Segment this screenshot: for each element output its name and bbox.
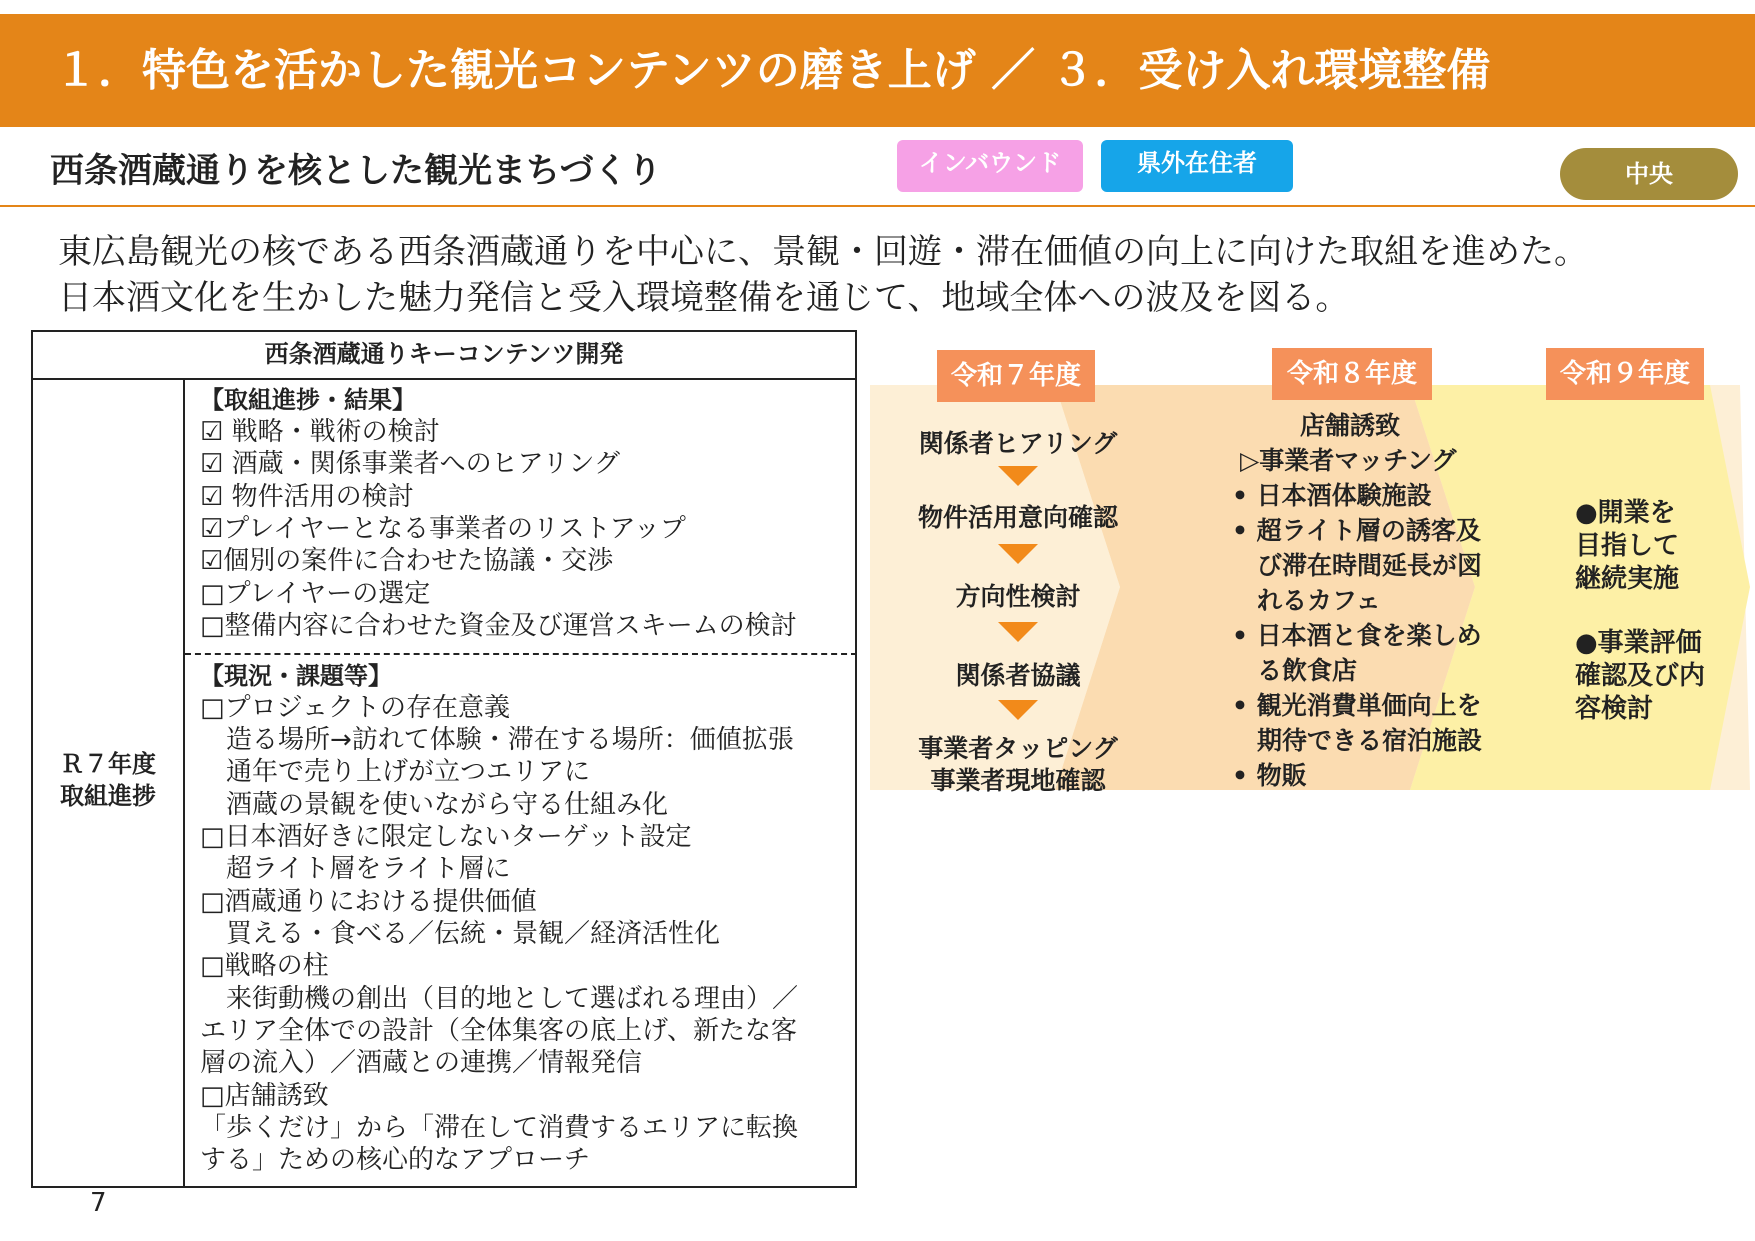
r8-line: 期待できる宿泊施設 [1232,726,1483,755]
year-tab-r9: 令和９年度 [1546,348,1704,400]
arrow-down-icon [998,544,1038,564]
r8-line: • 超ライト層の誘客及 [1232,516,1481,545]
r7-step: 事業者タッピング [918,734,1118,763]
issues-heading: 【現況・課題等】 [200,662,392,690]
r8-line: る飲食店 [1232,656,1358,685]
r8-line: • 日本酒体験施設 [1232,481,1432,510]
r8-line: び滞在時間延長が図 [1232,551,1483,580]
table-column-divider [183,378,185,1188]
arrow-down-icon [998,622,1038,642]
r8-line: 店舗誘致 [1300,411,1401,440]
section-title: 西条酒蔵通りを核とした観光まちづくり [50,151,662,191]
r9-line: 容検討 [1575,694,1654,724]
tag-outside-residents: 県外在住者 [1101,140,1293,192]
issues-line: 「歩くだけ」から「滞在して消費するエリアに転換 [200,1113,799,1143]
issues-line: 通年で売り上げが立つエリアに [200,757,591,787]
r7-step: 関係者協議 [955,661,1081,690]
issues-line: 酒蔵の景観を使いながら守る仕組み化 [200,790,669,820]
arrow-down-icon [998,700,1038,720]
r9-line: ●事業評価 [1575,628,1702,658]
progress-item: ☑プレイヤーとなる事業者のリストアップ [200,514,686,544]
lead-line-2: 日本酒文化を生かした魅力発信と受入環境整備を通じて、地域全体への波及を図る。 [58,278,1350,318]
issues-line: □戦略の柱 [200,951,329,981]
issues-line: □日本酒好きに限定しないターゲット設定 [200,822,692,852]
r8-line: • 観光消費単価向上を [1232,691,1482,720]
progress-item: ☑ 物件活用の検討 [200,482,414,512]
r8-line: れるカフェ [1232,586,1381,615]
issues-line: する」ための核心的なアプローチ [200,1145,591,1175]
issues-line: □店舗誘致 [200,1081,329,1111]
r8-line: • 日本酒と食を楽しめ [1232,621,1482,650]
r9-line: 目指して [1575,531,1680,561]
table-header-divider [31,378,857,380]
progress-item: ☑ 戦略・戦術の検討 [200,417,440,447]
row-label [33,748,183,812]
r8-line: ▷事業者マッチング [1240,446,1457,475]
table-dashed-divider [185,653,857,655]
divider [0,205,1755,207]
issues-line: 来街動機の創出（目的地として選ばれる理由）／ [200,984,799,1014]
r9-line: ●開業を [1575,498,1676,528]
issues-line: 造る場所→訪れて体験・滞在する場所：価値拡張 [200,725,794,755]
r7-step: 関係者ヒアリング [918,429,1118,458]
row-label-year: Ｒ７年度 [60,750,156,778]
issues-line: エリア全体での設計（全体集客の底上げ、新たな客 [200,1016,797,1046]
table-title: 西条酒蔵通りキーコンテンツ開発 [264,340,624,368]
year-tab-r7: 令和７年度 [937,350,1095,402]
r7-step: 事業者現地確認 [930,766,1106,795]
progress-heading: 【取組進捗・結果】 [200,386,416,414]
progress-item: □整備内容に合わせた資金及び運営スキームの検討 [200,611,797,641]
r7-step: 方向性検討 [955,582,1081,611]
issues-line: □プロジェクトの存在意義 [200,693,511,723]
year-tab-r8: 令和８年度 [1272,348,1432,400]
page-number: 7 [90,1188,107,1218]
row-label-progress: 取組進捗 [60,782,156,810]
issues-line: 層の流入）／酒蔵との連携／情報発信 [200,1048,643,1078]
issues-line: 超ライト層をライト層に [200,854,511,884]
region-badge: 中央 [1560,148,1738,200]
r8-line: • 物販 [1232,761,1307,790]
arrow-down-icon [998,466,1038,486]
r9-line: 継続実施 [1575,564,1680,594]
issues-line: □酒蔵通りにおける提供価値 [200,887,537,917]
progress-item: □プレイヤーの選定 [200,579,431,609]
tag-inbound: インバウンド [897,140,1083,192]
progress-item: ☑ 酒蔵・関係事業者へのヒアリング [200,449,621,479]
lead-line-1: 東広島観光の核である西条酒蔵通りを中心に、景観・回遊・滞在価値の向上に向けた取組を進めた。 [58,232,1588,272]
r9-line: 確認及び内 [1575,661,1706,691]
r7-step: 物件活用意向確認 [917,503,1118,532]
page-title: １．特色を活かした観光コンテンツの磨き上げ ／ ３．受け入れ環境整備 [54,45,1491,96]
issues-line: 買える・食べる／伝統・景観／経済活性化 [200,919,721,949]
progress-item: ☑個別の案件に合わせた協議・交渉 [200,546,614,576]
